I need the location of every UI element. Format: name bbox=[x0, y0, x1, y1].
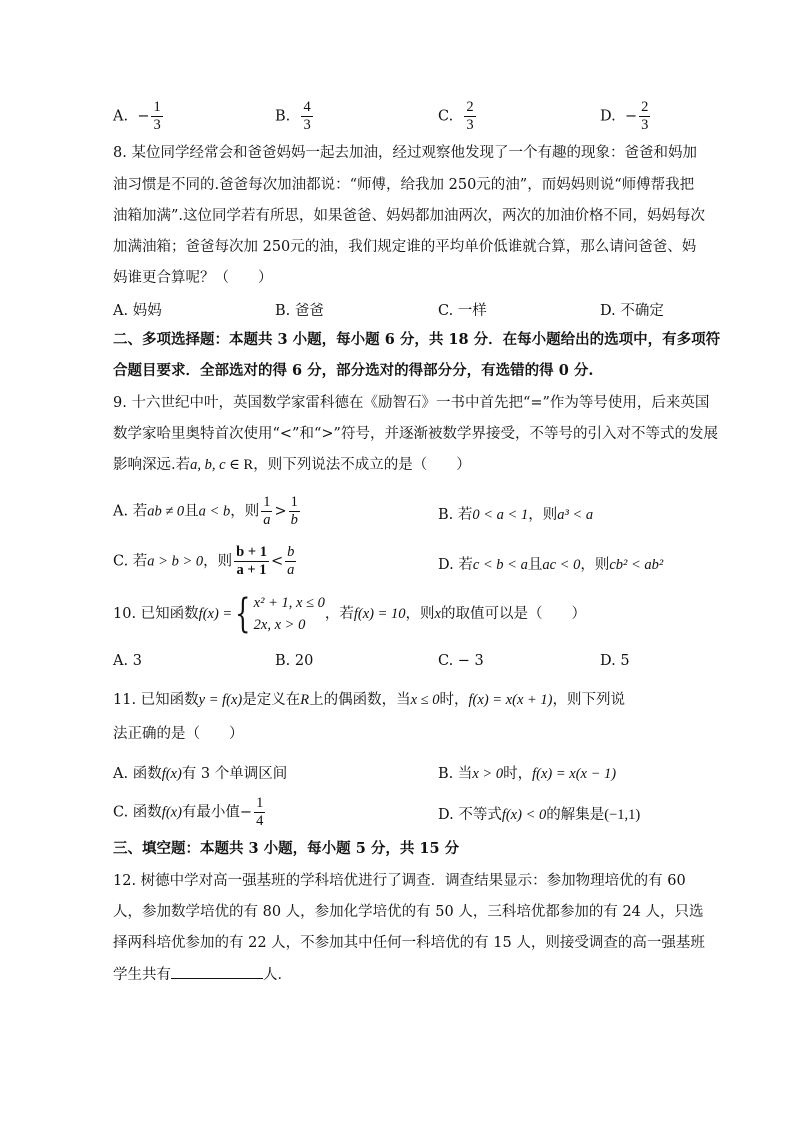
q12-line-2: 人，参加数学培优的有 80 人，参加化学培优的有 50 人，三科培优都参加的有 24 人，只选 bbox=[113, 904, 704, 920]
q7-option-c: C. $\frac{2}{3}$ bbox=[438, 99, 474, 133]
q9-option-d: D. 若c < b < a且ac < 0，则cb² < ab² bbox=[438, 557, 664, 573]
q10-option-a: A. 3 bbox=[113, 653, 142, 669]
answer-blank[interactable] bbox=[171, 964, 263, 979]
q8-option-c: C. 一样 bbox=[438, 303, 487, 319]
q8-option-a: A. 妈妈 bbox=[113, 303, 162, 319]
q11-option-b: B. 当x > 0时，f(x) = x(x − 1) bbox=[438, 766, 617, 782]
q10-option-d: D. 5 bbox=[600, 653, 630, 669]
section2-heading-line-2: 合题目要求．全部选对的得 6 分，部分选对的得部分分，有选错的得 0 分. bbox=[113, 362, 594, 379]
piecewise-brace: { bbox=[235, 591, 251, 637]
q10-option-c: C. − 3 bbox=[438, 653, 484, 669]
q8-line-2: 油习惯是不同的.爸爸每次加油都说：“师傅，给我加 250元的油”，而妈妈则说“师傅帮我把 bbox=[113, 177, 695, 193]
q11-option-a: A. 函数f(x)有 3 个单调区间 bbox=[113, 766, 288, 782]
q12-line-1: 12. 树德中学对高一强基班的学科培优进行了调查．调查结果显示：参加物理培优的有 60 bbox=[113, 873, 686, 889]
q8-line-5: 妈谁更合算呢？（ ） bbox=[113, 270, 273, 286]
q12-line-3: 择两科培优参加的有 22 人，不参加其中任何一科培优的有 15 人，则接受调查的高一强基班 bbox=[113, 935, 705, 951]
q9-line-2: 数学家哈里奥特首次使用“<”和“>”符号，并逐渐被数学界接受，不等号的引入对不等式的发展 bbox=[113, 426, 718, 442]
q10-stem: 10. 已知函数f(x) ={ x² + 1, x ≤ 0 2x, x > 0 ，若f(x) = 10，则x的取值可以是（ ） bbox=[113, 591, 586, 637]
q8-option-d: D. 不确定 bbox=[600, 303, 664, 319]
q11-option-d: D. 不等式f(x) < 0的解集是(−1,1) bbox=[438, 807, 641, 823]
q9-line-1: 9. 十六世纪中叶，英国数学家雷科德在《励智石》一书中首先把“=”作为等号使用，后来英国 bbox=[113, 395, 710, 411]
section2-heading-line-1: 二、多项选择题：本题共 3 小题，每小题 6 分，共 18 分．在每小题给出的选项中，有多项符 bbox=[113, 331, 721, 348]
q9-option-c: C. 若a > b > 0，则 $\frac{b + 1}{a + 1}$ < $\frac{b}{a}$ bbox=[113, 544, 295, 578]
q7-option-a: A. − $\frac{1}{3}$ bbox=[113, 99, 161, 133]
q10-option-b: B. 20 bbox=[275, 653, 314, 669]
section3-heading: 三、填空题：本题共 3 小题，每小题 5 分，共 15 分 bbox=[113, 840, 460, 857]
q9-line-3: 影响深远.若a, b, c ∈ R，则下列说法不成立的是（ ） bbox=[113, 457, 471, 473]
q12-line-4: 学生共有 人． bbox=[113, 964, 292, 985]
q7-option-d: D. − $\frac{2}{3}$ bbox=[600, 99, 649, 133]
q11-line-2: 法正确的是（ ） bbox=[113, 726, 244, 742]
q8-line-3: 油箱加满”.这位同学若有所思，如果爸爸、妈妈都加油两次，两次的加油价格不同，妈妈每次 bbox=[113, 208, 706, 224]
q8-line-1: 8. 某位同学经常会和爸爸妈妈一起去加油，经过观察他发现了一个有趣的现象：爸爸和妈加 bbox=[113, 145, 697, 161]
q8-line-4: 加满油箱；爸爸每次加 250元的油，我们规定谁的平均单价低谁就合算，那么请问爸爸、妈 bbox=[113, 239, 697, 255]
q9-option-b: B. 若0 < a < 1，则a³ < a bbox=[438, 507, 594, 523]
q9-option-a: A. 若ab ≠ 0且a < b，则 $\frac{1}{a}$ > $\frac{1}{b}$ bbox=[113, 494, 298, 528]
q7-option-b: B. $\frac{4}{3}$ bbox=[275, 99, 311, 133]
q11-line-1: 11. 已知函数y = f(x)是定义在R上的偶函数，当x ≤ 0时，f(x) = x(x + 1)，则下列说 bbox=[113, 692, 626, 708]
q11-option-c: C. 函数f(x)有最小值− $\frac{1}{4}$ bbox=[113, 795, 264, 829]
q8-option-b: B. 爸爸 bbox=[275, 303, 324, 319]
